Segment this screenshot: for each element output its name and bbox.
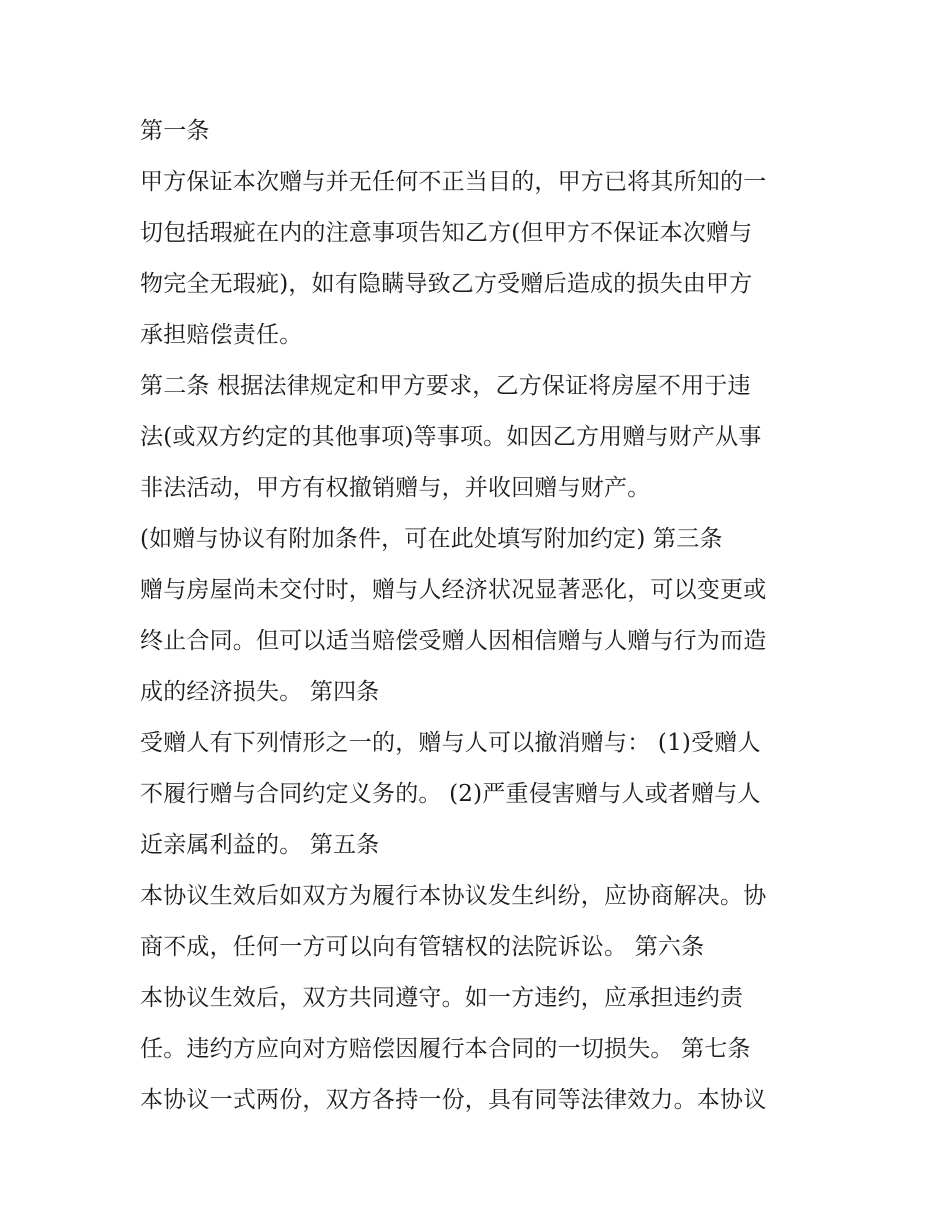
text-line: 本协议生效后如双方为履行本协议发生纠纷，应协商解决。协 — [140, 883, 767, 909]
text-line: 商不成，任何一方可以向有管辖权的法院诉讼。 第六条 — [140, 934, 705, 960]
text-line: 终止合同。但可以适当赔偿受赠人因相信赠与人赠与行为而造 — [140, 628, 767, 654]
text-line: 第二条 根据法律规定和甲方要求，乙方保证将房屋不用于违 — [140, 373, 751, 399]
text-line: 赠与房屋尚未交付时，赠与人经济状况显著恶化，可以变更或 — [140, 577, 767, 603]
text-line: 任。违约方应向对方赔偿因履行本合同的一切损失。 第七条 — [140, 1036, 751, 1062]
text-line: (如赠与协议有附加条件，可在此处填写附加约定) 第三条 — [140, 526, 723, 552]
text-line: 承担赔偿责任。 — [140, 322, 303, 348]
text-line: 非法活动，甲方有权撤销赠与，并收回赠与财产。 — [140, 475, 651, 501]
text-line: 物完全无瑕疵)，如有隐瞒导致乙方受赠后造成的损失由甲方 — [140, 271, 753, 297]
text-line: 切包括瑕疵在内的注意事项告知乙方(但甲方不保证本次赠与 — [140, 220, 753, 246]
text-line: 甲方保证本次赠与并无任何不正当目的，甲方已将其所知的一 — [140, 169, 767, 195]
text-line: 近亲属利益的。 第五条 — [140, 832, 380, 858]
text-line: 本协议生效后，双方共同遵守。如一方违约，应承担违约责 — [140, 985, 744, 1011]
text-line: 不履行赠与合同约定义务的。 (2)严重侵害赠与人或者赠与人 — [140, 781, 761, 807]
text-line: 法(或双方约定的其他事项)等事项。如因乙方用赠与财产从事 — [140, 424, 762, 450]
text-line: 第一条 — [140, 118, 210, 144]
text-line: 受赠人有下列情形之一的，赠与人可以撤消赠与： (1)受赠人 — [140, 730, 761, 756]
text-line: 成的经济损失。 第四条 — [140, 679, 380, 705]
text-line: 本协议一式两份，双方各持一份，具有同等法律效力。本协议 — [140, 1087, 767, 1113]
contract-body — [140, 106, 820, 1126]
